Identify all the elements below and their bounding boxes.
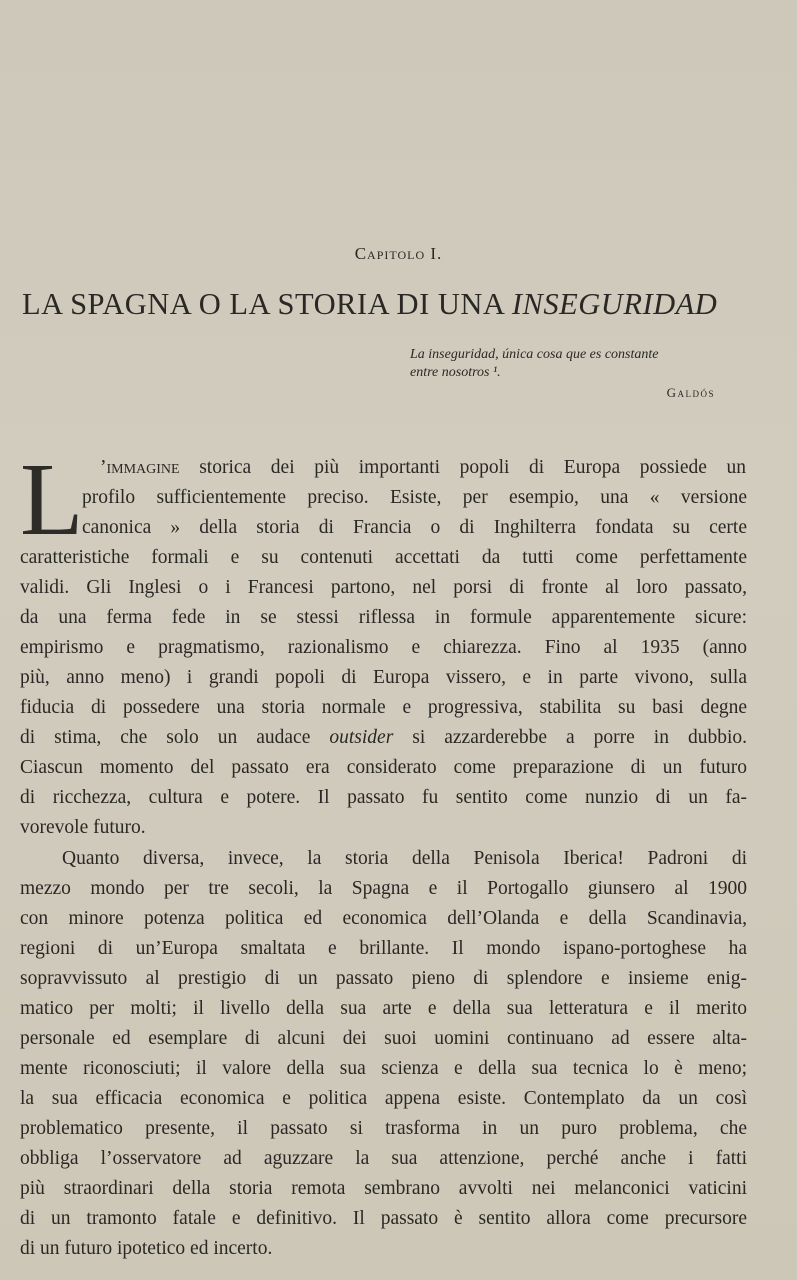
text-line: Quanto diversa, invece, la storia della Penisola Iberica! Padroni di (62, 848, 747, 869)
epigraph-line-1: La inseguridad, única cosa que es constante (410, 347, 659, 362)
text-line: Ciascun momento del passato era considerato come preparazione di un futuro (20, 757, 747, 778)
text-span: storica dei più importanti popoli di Europa possiede un (179, 457, 746, 478)
text-line: canonica » della storia di Francia o di Inghilterra fondata su certe (82, 517, 747, 538)
text-line: la sua efficacia economica e politica appena esiste. Contemplato da un così (20, 1088, 747, 1109)
text-line: regioni di un’Europa smaltata e brillante. Il mondo ispano-portoghese ha (20, 938, 747, 959)
text-line: empirismo e pragmatismo, razionalismo e chiarezza. Fino al 1935 (anno (20, 637, 747, 658)
text-line: più, anno meno) i grandi popoli di Europa vissero, e in parte vivono, sulla (20, 667, 747, 688)
text-span: di stima, che solo un audace (20, 727, 330, 748)
text-line: da una ferma fede in se stessi riflessa in formule apparentemente sicure: (20, 607, 747, 628)
text-line (100, 453, 746, 483)
text-line: problematico presente, il passato si trasforma in un puro problema, che (20, 1118, 747, 1139)
text-line: fiducia di possedere una storia normale e progressiva, stabilita su basi degne (20, 697, 747, 718)
text-line: sopravvissuto al prestigio di un passato pieno di splendore e insieme enig- (20, 968, 747, 989)
chapter-title-main: LA SPAGNA O LA STORIA DI UNA (22, 287, 512, 321)
text-smallcaps: ’immagine (100, 457, 180, 478)
text-line: profilo sufficientemente preciso. Esiste, per esempio, una « versione (82, 487, 747, 508)
chapter-title (22, 287, 782, 322)
text-line: matico per molti; il livello della sua arte e della sua letteratura e il merito (20, 998, 747, 1019)
text-line: di un futuro ipotetico ed incerto. (20, 1238, 273, 1259)
text-line: di ricchezza, cultura e potere. Il passato fu sentito come nunzio di un fa- (20, 787, 747, 808)
chapter-title-italic: INSEGURIDAD (511, 287, 718, 321)
text-span: si azzarderebbe a porre in dubbio. (393, 727, 747, 748)
epigraph-line-2: entre nosotros ¹. (410, 365, 501, 380)
chapter-number: Capitolo I. (354, 244, 443, 263)
text-line: mezzo mondo per tre secoli, la Spagna e il Portogallo giunsero al 1900 (20, 878, 747, 899)
text-line (20, 723, 747, 753)
text-line: personale ed esemplare di alcuni dei suoi uomini continuano ad essere alta- (20, 1028, 747, 1049)
epigraph (410, 346, 755, 382)
text-line: validi. Gli Inglesi o i Francesi partono, nel porsi di fronte al loro passato, (20, 577, 747, 598)
text-line: con minore potenza politica ed economica dell’Olanda e della Scandinavia, (20, 908, 747, 929)
text-italic: outsider (329, 727, 394, 748)
text-line: caratteristiche formali e su contenuti accettati da tutti come perfettamente (20, 547, 747, 568)
text-line: vorevole futuro. (20, 817, 146, 838)
epigraph-author: Galdós (666, 385, 715, 400)
drop-cap: L (20, 442, 84, 557)
text-line: obbliga l’osservatore ad aguzzare la sua attenzione, perché anche i fatti (20, 1148, 747, 1169)
text-line: mente riconosciuti; il valore della sua scienza e della sua tecnica lo è meno; (20, 1058, 747, 1079)
text-line: più straordinari della storia remota sembrano avvolti nei melanconici vaticini (20, 1178, 747, 1199)
text-line: di un tramonto fatale e definitivo. Il passato è sentito allora come precursore (20, 1208, 747, 1229)
